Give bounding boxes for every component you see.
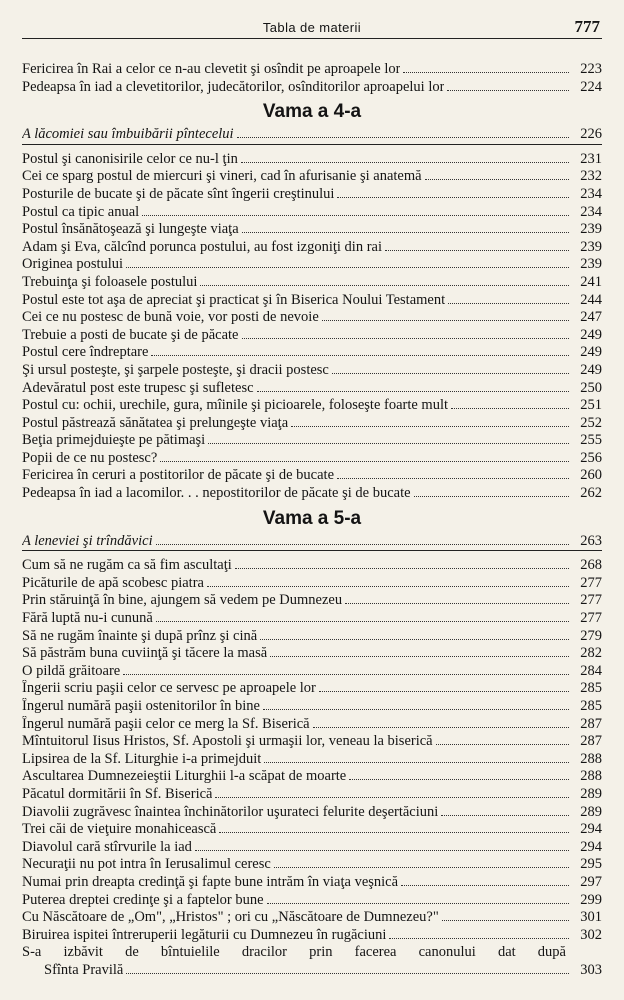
dot-leader bbox=[270, 655, 569, 657]
toc-entry bbox=[22, 733, 602, 751]
toc-entry-page: 284 bbox=[580, 662, 602, 679]
toc-entry bbox=[22, 79, 602, 97]
toc-entry-title: Posturile de bucate şi de păcate sînt îngerii creştinului bbox=[22, 185, 335, 202]
toc-entry-page: 224 bbox=[580, 78, 602, 95]
toc-entry-title: Diavolii zugrăvesc înaintea închinătorilor uşurateci felurite deşertăciuni bbox=[22, 803, 439, 820]
dot-leader bbox=[208, 442, 569, 444]
toc-entry-page: 262 bbox=[580, 485, 602, 502]
dot-leader bbox=[267, 902, 569, 904]
toc-entry bbox=[22, 592, 602, 610]
dot-leader bbox=[260, 638, 569, 640]
toc-entry-page: 244 bbox=[580, 291, 602, 308]
toc-entry-page: 250 bbox=[580, 379, 602, 396]
toc-entry-page: 285 bbox=[580, 680, 602, 697]
toc-entry-title: Beţia primejduieşte pe pătimaşi bbox=[22, 432, 206, 449]
toc-entry-title: Trebuie a posti de bucate şi de păcate bbox=[22, 326, 239, 343]
toc-entry-page: 251 bbox=[580, 397, 602, 414]
toc-entry bbox=[22, 186, 602, 204]
toc-entry-page: 231 bbox=[580, 150, 602, 167]
running-header bbox=[22, 0, 602, 39]
toc-entry-title: Fără luptă nu-i cunună bbox=[22, 610, 153, 627]
toc-entry-page: 277 bbox=[580, 592, 602, 609]
toc-entry bbox=[22, 804, 602, 822]
dot-leader bbox=[142, 214, 569, 216]
toc-entry-page: 256 bbox=[580, 449, 602, 466]
toc-entry bbox=[22, 151, 602, 169]
toc-entry bbox=[22, 204, 602, 222]
toc-entry bbox=[22, 485, 602, 503]
toc-entry-page: 289 bbox=[580, 803, 602, 820]
toc-list-vama-5 bbox=[22, 557, 602, 944]
dot-leader bbox=[319, 690, 569, 692]
toc-entry-page: 277 bbox=[580, 610, 602, 627]
dot-leader bbox=[337, 196, 569, 198]
toc-entry bbox=[22, 292, 602, 310]
toc-entry bbox=[22, 663, 602, 681]
dot-leader bbox=[241, 161, 569, 163]
toc-block-intro bbox=[22, 61, 602, 96]
dot-leader bbox=[156, 620, 569, 622]
toc-entry-page: 282 bbox=[580, 645, 602, 662]
toc-entry bbox=[22, 415, 602, 433]
toc-entry bbox=[22, 856, 602, 874]
dot-leader bbox=[451, 407, 569, 409]
toc-entry bbox=[22, 168, 602, 186]
toc-entry-page: 302 bbox=[580, 926, 602, 943]
toc-entry-page: 288 bbox=[580, 768, 602, 785]
dot-leader bbox=[401, 884, 569, 886]
toc-entry-title: Fericirea în Rai a celor ce n-au clevetit şi osîndit pe aproapele lor bbox=[22, 61, 401, 77]
toc-entry bbox=[22, 698, 602, 716]
toc-entry bbox=[22, 309, 602, 327]
toc-entry-title-line1: S-a izbăvit de bîntuielile dracilor prin facerea canonului dat după bbox=[22, 944, 566, 961]
toc-entry-title: Adam şi Eva, călcînd porunca postului, au fost izgoniţi din rai bbox=[22, 238, 383, 255]
toc-entry-title: Să ne rugăm înainte şi după prînz şi cină bbox=[22, 627, 258, 644]
dot-leader bbox=[403, 71, 569, 73]
toc-entry-page: 299 bbox=[580, 891, 602, 908]
dot-leader bbox=[257, 390, 569, 392]
toc-entry-title: Trebuinţa şi foloasele postului bbox=[22, 273, 198, 290]
toc-entry-title: Postul este tot aşa de apreciat şi practicat şi în Biserica Noului Testament bbox=[22, 291, 446, 308]
dot-leader bbox=[448, 302, 569, 304]
dot-leader bbox=[349, 778, 569, 780]
toc-entry-line2 bbox=[22, 962, 602, 980]
toc-entry bbox=[22, 839, 602, 857]
toc-entry-page: 252 bbox=[580, 414, 602, 431]
toc-entry bbox=[22, 432, 602, 450]
toc-entry-title: Îngerul numără paşii ostenitorilor în bine bbox=[22, 698, 260, 714]
toc-entry-page: 263 bbox=[580, 532, 602, 549]
toc-entry-title: Îngerii scriu paşii celor ce servesc pe aproapele lor bbox=[22, 680, 316, 697]
dot-leader bbox=[345, 602, 569, 604]
toc-entry-title: Pedeapsa în iad a lacomilor. . . nepostitorilor de păcate şi de bucate bbox=[22, 485, 411, 502]
toc-entry bbox=[22, 645, 602, 663]
toc-entry-page: 279 bbox=[580, 627, 602, 644]
dot-leader bbox=[389, 937, 569, 939]
dot-leader bbox=[263, 708, 569, 710]
toc-entry-page: 294 bbox=[580, 838, 602, 855]
toc-entry-page: 277 bbox=[580, 574, 602, 591]
toc-entry-title: Biruirea ispitei întreruperii legăturii cu Dumnezeu în rugăciuni bbox=[22, 926, 387, 943]
dot-leader bbox=[274, 866, 569, 868]
dot-leader bbox=[447, 89, 569, 91]
dot-leader bbox=[235, 567, 569, 569]
toc-entry-title: Originea postului bbox=[22, 256, 124, 273]
toc-entry-title: Prin stăruinţă în bine, ajungem să vedem pe Dumnezeu bbox=[22, 592, 343, 609]
toc-entry-title: Lipsirea de la Sf. Liturghie i-a primejduit bbox=[22, 750, 262, 767]
toc-entry bbox=[22, 892, 602, 910]
toc-entry-title: Picăturile de apă scobesc piatra bbox=[22, 574, 204, 591]
toc-entry-title: Postul însănătoşează şi lungeşte viaţa bbox=[22, 221, 239, 238]
toc-entry bbox=[22, 239, 602, 257]
toc-entry-title: Trei căi de vieţuire monahicească bbox=[22, 821, 217, 838]
dot-leader bbox=[207, 585, 569, 587]
dot-leader bbox=[242, 231, 569, 233]
toc-entry bbox=[22, 821, 602, 839]
toc-entry-page: 239 bbox=[580, 256, 602, 273]
toc-entry-title: Cu Născătoare de „Om", „Hristos" ; ori cu „Născătoare de Dumnezeu?" bbox=[22, 909, 439, 926]
toc-entry bbox=[22, 397, 602, 415]
toc-entry bbox=[22, 874, 602, 892]
toc-entry-title: Fericirea în ceruri a postitorilor de păcate şi de bucate bbox=[22, 467, 335, 484]
dot-leader bbox=[332, 372, 569, 374]
toc-entry bbox=[22, 274, 602, 292]
toc-entry-title: Postul şi canonisirile celor ce nu-l ţin bbox=[22, 150, 238, 167]
toc-entry-page: 287 bbox=[580, 715, 602, 732]
dot-leader bbox=[123, 673, 569, 675]
toc-entry bbox=[22, 380, 602, 398]
toc-entry bbox=[22, 575, 602, 593]
running-title: Tabla de materii bbox=[262, 20, 362, 35]
toc-entry-title: Şi ursul posteşte, şi şarpele posteşte, şi dracii postesc bbox=[22, 361, 329, 378]
page-number: 777 bbox=[574, 17, 600, 36]
toc-entry-multiline bbox=[22, 944, 602, 979]
toc-entry bbox=[22, 344, 602, 362]
toc-entry-page: 287 bbox=[580, 733, 602, 750]
toc-entry-page: 232 bbox=[580, 168, 602, 185]
toc-entry-title: Postul ca tipic anual bbox=[22, 203, 140, 220]
dot-leader bbox=[414, 495, 569, 497]
toc-entry-title: Puterea dreptei credinţe şi a faptelor bune bbox=[22, 891, 264, 908]
dot-leader bbox=[322, 319, 569, 321]
toc-entry-title: Păcatul dormitării în Sf. Biserică bbox=[22, 785, 213, 802]
dot-leader bbox=[337, 477, 569, 479]
dot-leader bbox=[425, 178, 569, 180]
dot-leader bbox=[442, 919, 569, 921]
toc-entry-title-line2: Sfînta Pravilă bbox=[44, 961, 124, 978]
toc-entry-page: 289 bbox=[580, 785, 602, 802]
toc-entry bbox=[22, 680, 602, 698]
toc-entry-page: 249 bbox=[580, 361, 602, 378]
toc-entry-title: Necuraţii nu pot intra în Ierusalimul ceresc bbox=[22, 856, 271, 873]
toc-entry-title: Postul cu: ochii, urechile, gura, mîinile şi picioarele, foloseşte foarte mult bbox=[22, 397, 449, 414]
toc-entry bbox=[22, 768, 602, 786]
toc-entry-page: 260 bbox=[580, 467, 602, 484]
toc-entry-title: Mîntuitorul Iisus Hristos, Sf. Apostoli şi urmaşii lor, veneau la biserică bbox=[22, 733, 433, 750]
toc-entry-page: 239 bbox=[580, 238, 602, 255]
toc-entry bbox=[22, 327, 602, 345]
toc-entry bbox=[22, 909, 602, 927]
toc-entry bbox=[22, 61, 602, 79]
toc-entry-title: Cei ce sparg postul de miercuri şi vineri, cad în afurisanie şi anatemă bbox=[22, 168, 422, 185]
toc-entry-title: Îngerul numără paşii celor ce merg la Sf. Biserică bbox=[22, 715, 310, 732]
toc-entry-page: 239 bbox=[580, 221, 602, 238]
toc-entry-page: 255 bbox=[580, 432, 602, 449]
toc-entry-page: 301 bbox=[580, 909, 602, 926]
toc-entry-title: Postul păstrează sănătatea şi prelungeşte viaţa bbox=[22, 414, 289, 431]
toc-entry-page: 247 bbox=[580, 309, 602, 326]
toc-entry-title: Să păstrăm buna cuviinţă şi tăcere la masă bbox=[22, 645, 268, 662]
toc-entry-title: Popii de ce nu postesc? bbox=[22, 449, 158, 466]
section-heading-vama-4: Vama a 4-a bbox=[262, 101, 362, 123]
toc-entry-page: 288 bbox=[580, 750, 602, 767]
dot-leader bbox=[151, 354, 569, 356]
toc-entry-title: Postul cere îndreptare bbox=[22, 344, 149, 361]
toc-entry bbox=[22, 716, 602, 734]
section-subtitle-vama-4 bbox=[22, 126, 602, 145]
dot-leader bbox=[219, 831, 569, 833]
dot-leader bbox=[436, 743, 569, 745]
toc-entry-title: Cum să ne rugăm ca să fim ascultaţi bbox=[22, 557, 232, 574]
toc-entry bbox=[22, 450, 602, 468]
dot-leader bbox=[264, 761, 569, 763]
toc-entry-page: 223 bbox=[580, 61, 602, 77]
toc-entry-title: Diavolul cară stîrvurile la iad bbox=[22, 838, 192, 855]
toc-entry bbox=[22, 786, 602, 804]
toc-entry-page: 294 bbox=[580, 821, 602, 838]
section-heading-vama-5: Vama a 5-a bbox=[262, 507, 362, 529]
toc-entry-title: A lăcomiei sau îmbuibării pîntecelui bbox=[22, 126, 234, 143]
dot-leader bbox=[242, 337, 570, 339]
dot-leader bbox=[441, 814, 569, 816]
toc-entry bbox=[22, 256, 602, 274]
dot-leader bbox=[160, 460, 569, 462]
toc-entry-page: 295 bbox=[580, 856, 602, 873]
dot-leader bbox=[385, 249, 569, 251]
toc-entry-page: 249 bbox=[580, 344, 602, 361]
dot-leader bbox=[195, 849, 569, 851]
toc-entry-page: 268 bbox=[580, 557, 602, 574]
table-of-contents bbox=[22, 61, 602, 980]
toc-entry-page: 249 bbox=[580, 326, 602, 343]
toc-entry bbox=[22, 557, 602, 575]
dot-leader bbox=[126, 972, 569, 974]
dot-leader bbox=[291, 425, 569, 427]
toc-entry bbox=[22, 221, 602, 239]
toc-entry-page: 234 bbox=[580, 203, 602, 220]
toc-entry bbox=[22, 362, 602, 380]
toc-entry-title: Cei ce nu postesc de bună voie, vor posti de nevoie bbox=[22, 309, 319, 326]
dot-leader bbox=[200, 284, 569, 286]
toc-entry bbox=[22, 610, 602, 628]
toc-entry bbox=[22, 628, 602, 646]
dot-leader bbox=[237, 136, 569, 138]
toc-entry-title: O pildă grăitoare bbox=[22, 662, 121, 679]
dot-leader bbox=[215, 796, 569, 798]
toc-entry-page: 303 bbox=[580, 961, 602, 978]
toc-entry-title: Ascultarea Dumnezeieştii Liturghii l-a scăpat de moarte bbox=[22, 768, 347, 785]
toc-entry-page: 285 bbox=[580, 698, 602, 714]
dot-leader bbox=[126, 266, 569, 268]
toc-entry-title: Pedeapsa în iad a clevetitorilor, judecătorilor, osînditorilor aproapelui lor bbox=[22, 78, 445, 95]
toc-entry-page: 226 bbox=[580, 126, 602, 143]
toc-entry bbox=[22, 751, 602, 769]
toc-entry-title: Adevăratul post este trupesc şi sufletesc bbox=[22, 379, 254, 396]
toc-entry-title: A leneviei şi trîndăvici bbox=[22, 532, 153, 549]
toc-entry-page: 241 bbox=[580, 273, 602, 290]
toc-entry bbox=[22, 927, 602, 945]
toc-entry-page: 297 bbox=[580, 873, 602, 890]
dot-leader bbox=[313, 726, 569, 728]
toc-entry-title: Numai prin dreapta credinţă şi fapte bune intrăm în viaţa veşnică bbox=[22, 873, 399, 890]
dot-leader bbox=[156, 543, 569, 545]
section-subtitle-vama-5 bbox=[22, 533, 602, 552]
toc-entry-page: 234 bbox=[580, 185, 602, 202]
toc-entry bbox=[22, 467, 602, 485]
toc-list-vama-4 bbox=[22, 151, 602, 503]
